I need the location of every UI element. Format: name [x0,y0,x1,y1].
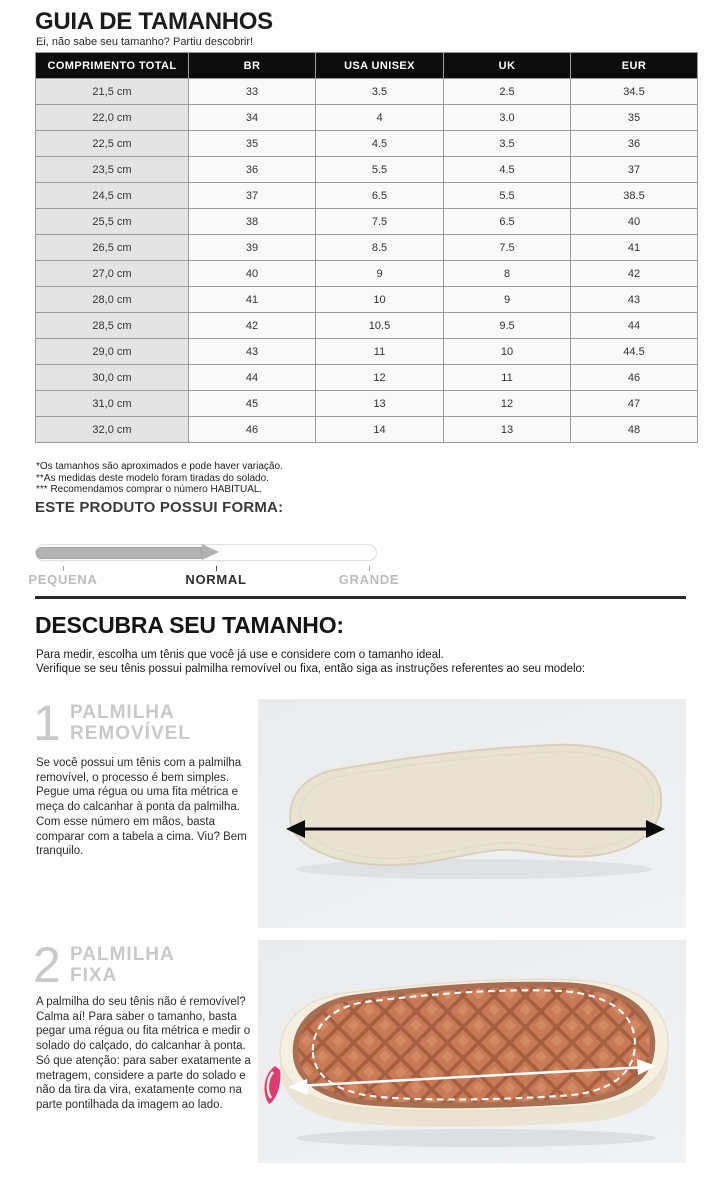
footnote: *** Recomendamos comprar o número HABITUAL. [36,484,263,495]
cell-usa: 10 [316,287,444,313]
page-title: GUIA DE TAMANHOS [35,8,273,35]
size-table-header-cell: BR [189,53,316,79]
fit-indicator [28,544,400,590]
cell-usa: 3.5 [316,79,444,105]
cell-usa: 8.5 [316,235,444,261]
insole-shape [290,745,661,865]
cell-br: 45 [189,391,316,417]
fit-indicator-arrowhead-icon [202,544,219,560]
cell-comprimento: 21,5 cm [36,79,189,105]
table-row [36,417,698,443]
table-footnotes [36,461,283,496]
cell-usa: 7.5 [316,209,444,235]
cell-comprimento: 31,0 cm [36,391,189,417]
cell-comprimento: 28,0 cm [36,287,189,313]
cell-eur: 40 [571,209,698,235]
cell-eur: 44 [571,313,698,339]
cell-eur: 34.5 [571,79,698,105]
sole-shadow [296,1129,656,1147]
table-row [36,79,698,105]
tick-grande [369,566,370,571]
cell-eur: 36 [571,131,698,157]
table-row [36,235,698,261]
cell-uk: 3.0 [444,105,571,131]
cell-comprimento: 30,0 cm [36,365,189,391]
cell-eur: 43 [571,287,698,313]
table-row [36,105,698,131]
cell-comprimento: 22,5 cm [36,131,189,157]
step-2-number: 2 [33,937,61,993]
cell-uk: 5.5 [444,183,571,209]
cell-comprimento: 23,5 cm [36,157,189,183]
cell-comprimento: 25,5 cm [36,209,189,235]
cell-usa: 4 [316,105,444,131]
cell-br: 46 [189,417,316,443]
cell-comprimento: 26,5 cm [36,235,189,261]
page-subtitle: Ei, não sabe seu tamanho? Partiu descobrir! [36,36,254,48]
table-row [36,131,698,157]
cell-comprimento: 29,0 cm [36,339,189,365]
cell-eur: 46 [571,365,698,391]
cell-uk: 9.5 [444,313,571,339]
cell-uk: 6.5 [444,209,571,235]
cell-br: 44 [189,365,316,391]
cell-comprimento: 24,5 cm [36,183,189,209]
cell-usa: 13 [316,391,444,417]
table-row [36,261,698,287]
cell-eur: 47 [571,391,698,417]
cell-comprimento: 32,0 cm [36,417,189,443]
size-table [35,52,698,443]
insole-illustration [258,699,686,928]
cell-usa: 11 [316,339,444,365]
cell-usa: 12 [316,365,444,391]
cell-uk: 3.5 [444,131,571,157]
tick-normal [216,566,217,571]
cell-comprimento: 28,5 cm [36,313,189,339]
cell-usa: 14 [316,417,444,443]
step-1-number: 1 [33,695,61,751]
cell-uk: 10 [444,339,571,365]
cell-br: 33 [189,79,316,105]
cell-eur: 37 [571,157,698,183]
cell-uk: 7.5 [444,235,571,261]
size-table-header-cell: EUR [571,53,698,79]
discover-line1: Para medir, escolha um tênis que você já use e considere com o tamanho ideal. [36,649,444,661]
size-table-header-cell: USA UNISEX [316,53,444,79]
size-table-header-row [36,53,698,79]
step-2-title: PALMILHA FIXA [70,944,175,986]
table-row [36,391,698,417]
cell-comprimento: 22,0 cm [36,105,189,131]
label-grande: GRANDE [338,572,400,587]
cell-uk: 12 [444,391,571,417]
table-row [36,183,698,209]
cell-eur: 35 [571,105,698,131]
table-row [36,287,698,313]
step-1-body: Se você possui um tênis com a palmilha removível, o processo é bem simples. Pegue uma régua ou uma fita métrica e meça do calcanhar à ponta da palmilha. Com esse número em mãos, basta comparar com a tabela a cima. Viu? Bem tranquilo. [36,757,247,858]
cell-br: 43 [189,339,316,365]
cell-br: 37 [189,183,316,209]
table-row [36,339,698,365]
insole-photo-panel [258,699,686,928]
cell-br: 34 [189,105,316,131]
cell-uk: 2.5 [444,79,571,105]
cell-usa: 4.5 [316,131,444,157]
forma-heading: ESTE PRODUTO POSSUI FORMA: [35,499,284,516]
size-table-header-cell: COMPRIMENTO TOTAL [36,53,189,79]
table-row [36,313,698,339]
table-row [36,157,698,183]
cell-usa: 10.5 [316,313,444,339]
cell-eur: 41 [571,235,698,261]
sole-photo-panel [258,940,686,1163]
table-row [36,365,698,391]
cell-br: 40 [189,261,316,287]
footnote: **As medidas deste modelo foram tiradas do solado. [36,472,269,484]
cell-br: 42 [189,313,316,339]
fit-indicator-arrow [36,547,202,559]
cell-uk: 11 [444,365,571,391]
cell-usa: 5.5 [316,157,444,183]
cell-eur: 38.5 [571,183,698,209]
tick-pequena [63,566,64,571]
cell-br: 39 [189,235,316,261]
discover-heading: DESCUBRA SEU TAMANHO: [35,612,344,638]
cell-uk: 9 [444,287,571,313]
cell-br: 36 [189,157,316,183]
footnote: *Os tamanhos são aproximados e pode haver variação. [36,461,283,472]
step-2-body: A palmilha do seu tênis não é removível? Calma aí! Para saber o tamanho, basta pegar uma régua ou fita métrica e medir o solado do calçado, do calcanhar à ponta. Só que atenção: para saber exatamente a metragem, considere a parte do solado e não da tira da vira, exatamente como na parte pontilhada da imagem ao lado. [36,996,251,1111]
cell-eur: 42 [571,261,698,287]
cell-br: 41 [189,287,316,313]
cell-uk: 13 [444,417,571,443]
label-pequena: PEQUENA [28,572,98,587]
cell-comprimento: 27,0 cm [36,261,189,287]
size-table-header-cell: UK [444,53,571,79]
table-row [36,209,698,235]
cell-br: 38 [189,209,316,235]
cell-usa: 9 [316,261,444,287]
discover-intro [36,648,585,676]
cell-uk: 4.5 [444,157,571,183]
cell-br: 35 [189,131,316,157]
size-table-body [36,79,698,443]
cell-uk: 8 [444,261,571,287]
section-divider [35,596,686,599]
label-normal: NORMAL [185,572,247,587]
sole-illustration [258,940,686,1163]
cell-eur: 48 [571,417,698,443]
cell-eur: 44.5 [571,339,698,365]
sole-waffle-area [295,984,652,1105]
discover-line2: Verifique se seu tênis possui palmilha removível ou fixa, então siga as instruções referentes ao seu modelo: [36,663,586,675]
cell-usa: 6.5 [316,183,444,209]
step-1-title: PALMILHA REMOVÍVEL [70,702,191,744]
